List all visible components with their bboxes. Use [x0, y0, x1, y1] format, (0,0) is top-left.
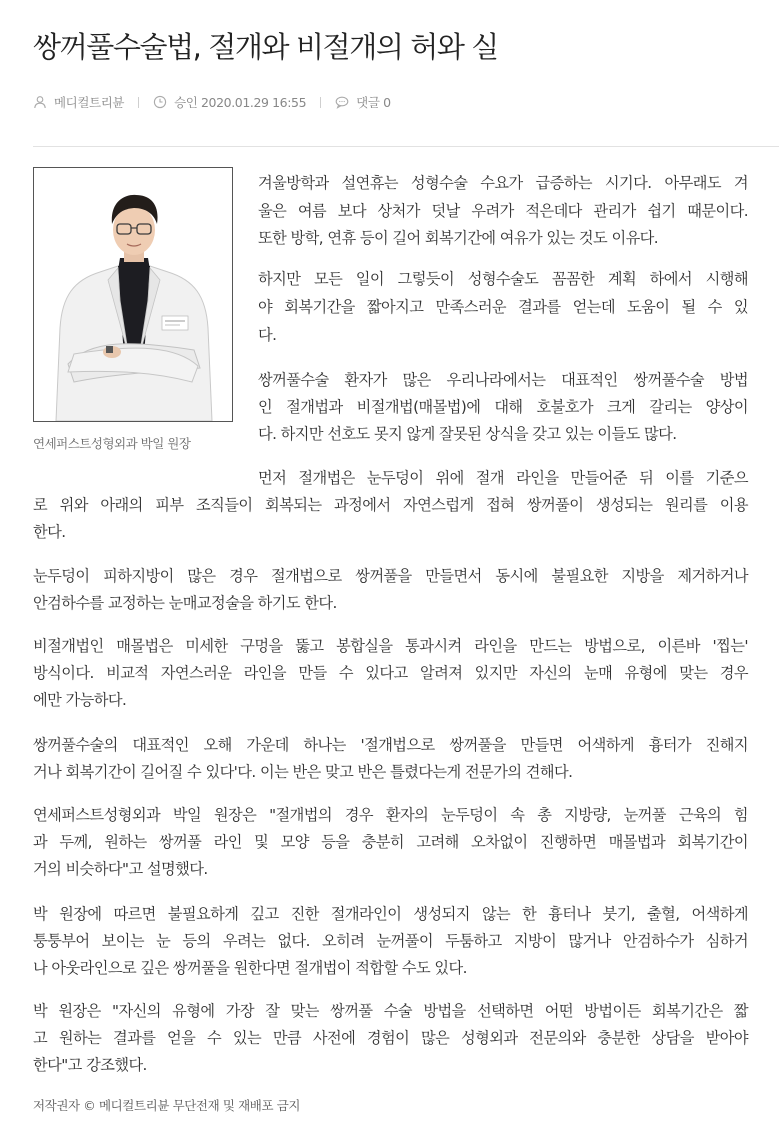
body-line: 로 위와 아래의 피부 조직들이 회복되는 과정에서 자연스럽게 접혀 쌍꺼풀이 생성되는 원리를 이용 [33, 496, 748, 514]
author-meta[interactable] [33, 93, 124, 111]
body-line: 겨울방학과 설연휴는 성형수술 수요가 급증하는 시기다. 아무래도 겨 [258, 174, 748, 192]
body-line: 또한 방학, 연휴 등이 길어 회복기간에 여유가 있는 것도 이유다. [258, 229, 659, 247]
body-line: 안검하수를 교정하는 눈매교정술을 하기도 한다. [33, 594, 337, 612]
doctor-portrait-image [34, 168, 232, 421]
photo-caption: 연세퍼스트성형외과 박일 원장 [33, 436, 191, 451]
comment-count: 댓글 0 [356, 95, 391, 110]
body-line: 다. [258, 326, 277, 344]
body-line: 박 원장에 따르면 불필요하게 깊고 진한 절개라인이 생성되지 않는 한 흉터나 붓기, 출혈, 어색하게 [33, 905, 748, 923]
comments-meta[interactable] [335, 93, 390, 111]
comment-bubble-icon [335, 95, 349, 109]
body-line: 한다"고 강조했다. [33, 1056, 147, 1074]
body-line: 연세퍼스트성형외과 박일 원장은 "절개법의 경우 환자의 눈두덩이 속 총 지방량, 눈꺼풀 근육의 힘 [33, 806, 748, 824]
body-line: 박 원장은 "자신의 유형에 가장 잘 맞는 쌍꺼풀 수술 방법을 선택하면 어떤 방법이든 회복기간은 짧 [33, 1002, 748, 1020]
body-line: 한다. [33, 523, 66, 541]
doctor-photo [33, 167, 233, 422]
body-line: 다. 하지만 선호도 못지 않게 잘못된 상식을 갖고 있는 이들도 많다. [258, 425, 677, 443]
body-line: 퉁퉁부어 보이는 눈 등의 우려는 없다. 오히려 눈꺼풀이 두툼하고 지방이 많거나 안검하수가 심하거 [33, 932, 748, 950]
approved-datetime: 승인 2020.01.29 16:55 [174, 95, 307, 110]
clock-icon [153, 95, 167, 109]
body-line: 방식이다. 비교적 자연스러운 라인을 만들 수 있다고 알려져 있지만 자신의 눈매 유형에 맞는 경우 [33, 664, 748, 682]
copyright-notice: 저작권자 © 메디컬트리뷴 무단전재 및 재배포 금지 [33, 1098, 301, 1113]
body-line: 쌍꺼풀수술의 대표적인 오해 가운데 하나는 '절개법으로 쌍꺼풀을 만들면 어색하게 흉터가 진해지 [33, 736, 748, 754]
body-line: 쌍꺼풀수술 환자가 많은 우리나라에서는 대표적인 쌍꺼풀수술 방법 [258, 371, 748, 389]
body-line: 고 원하는 결과를 얻을 수 있는 만큼 사전에 경험이 많은 성형외과 전문의와 충분한 상담을 받아야 [33, 1029, 748, 1047]
approved-meta [153, 93, 306, 111]
body-line: 울은 여름 보다 상처가 덧날 우려가 적은데다 관리가 쉽기 때문이다. [258, 202, 748, 220]
body-line: 인 절개법과 비절개법(매몰법)에 대해 호불호가 크게 갈리는 양상이 [258, 398, 748, 416]
author-name: 메디컬트리뷴 [54, 95, 125, 110]
meta-divider [138, 97, 139, 108]
body-line: 거나 회복기간이 길어질 수 있다'다. 이는 반은 맞고 반은 틀렸다는게 전문가의 견해다. [33, 763, 573, 781]
body-line: 에만 가능하다. [33, 691, 127, 709]
header-divider [33, 146, 779, 147]
body-line: 거의 비슷하다"고 설명했다. [33, 860, 208, 878]
body-line: 눈두덩이 피하지방이 많은 경우 절개법으로 쌍꺼풀을 만들면서 동시에 불필요한 지방을 제거하거나 [33, 567, 748, 585]
article-meta [33, 92, 391, 112]
body-line: 과 두께, 원하는 쌍꺼풀 라인 및 모양 등을 충분히 고려해 오차없이 진행하면 매몰법과 회복기간이 [33, 833, 748, 851]
meta-divider [320, 97, 321, 108]
user-icon [33, 95, 47, 109]
body-line: 먼저 절개법은 눈두덩이 위에 절개 라인을 만들어준 뒤 이를 기준으 [258, 469, 748, 487]
body-line: 하지만 모든 일이 그렇듯이 성형수술도 꼼꼼한 계획 하에서 시행해 [258, 270, 748, 288]
article-title: 쌍꺼풀수술법, 절개와 비절개의 허와 실 [33, 30, 498, 64]
body-line: 야 회복기간을 짧아지고 만족스러운 결과를 얻는데 도움이 될 수 있 [258, 298, 748, 316]
body-line: 나 아웃라인으로 깊은 쌍꺼풀을 원한다면 절개법이 적합할 수도 있다. [33, 959, 467, 977]
body-line: 비절개법인 매몰법은 미세한 구멍을 뚫고 봉합실을 통과시켜 라인을 만드는 방법으로, 이른바 '찝는' [33, 637, 748, 655]
